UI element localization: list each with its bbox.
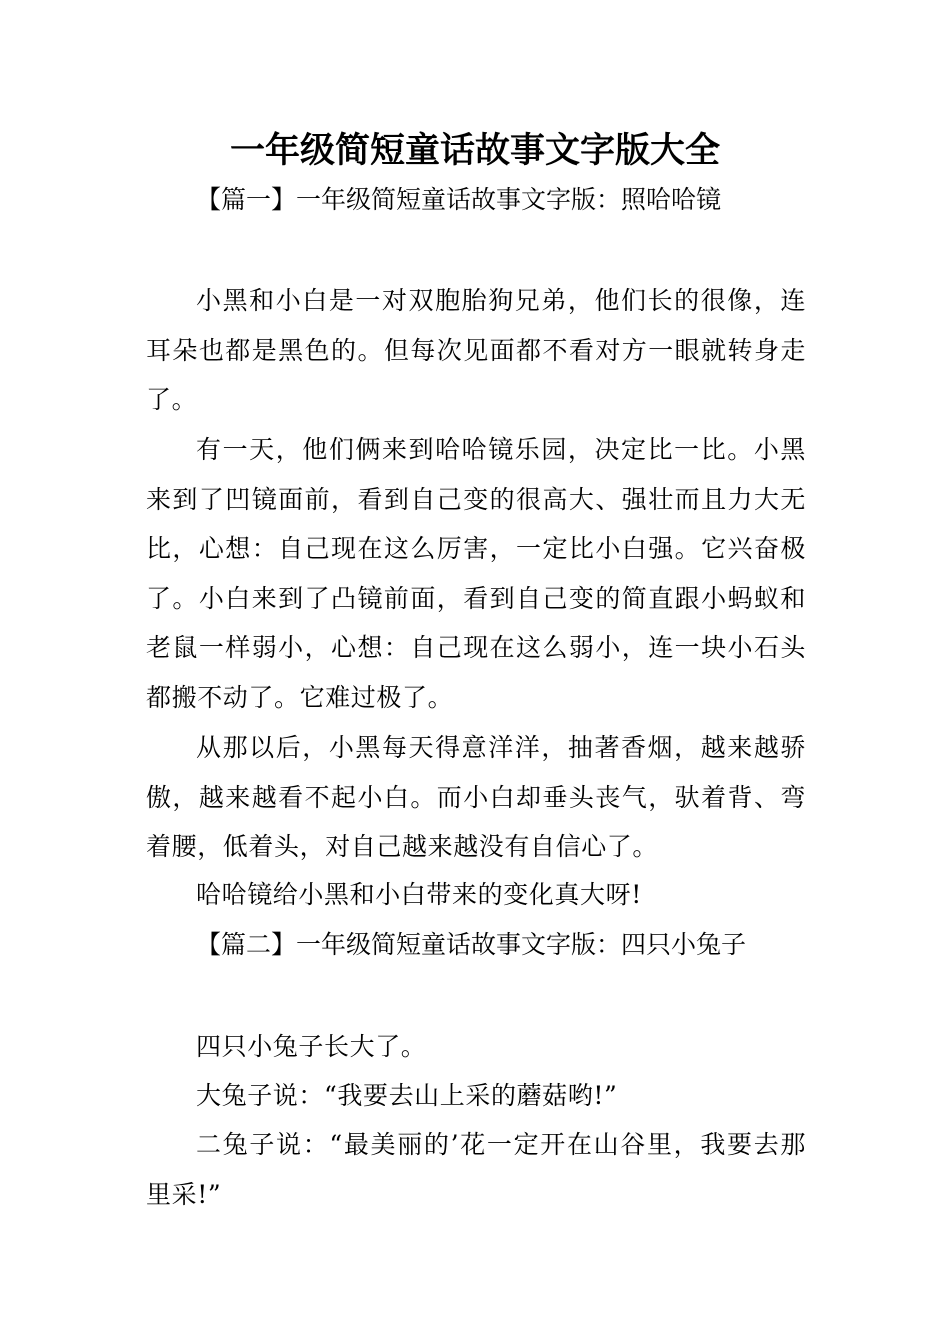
section-heading-1: 【篇一】一年级简短童话故事文字版：照哈哈镜: [196, 185, 722, 214]
paragraph: 大兔子说：“我要去山上采的蘑菇哟!”: [196, 1081, 618, 1110]
section-heading-2: 【篇二】一年级简短童话故事文字版：四只小兔子: [196, 930, 747, 959]
paragraph: 四只小兔子长大了。: [196, 1032, 427, 1061]
paragraph: 哈哈镜给小黑和小白带来的变化真大呀!: [196, 880, 642, 909]
paragraph: 二兔子说：“最美丽的’花一定开在山谷里，我要去那里采!”: [146, 1130, 806, 1209]
paragraph: 从那以后，小黑每天得意洋洋，抽著香烟，越来越骄傲，越来越看不起小白。而小白却垂头丧气，驮着背、弯着腰，低着头，对自己越来越没有自信心了。: [146, 733, 806, 861]
paragraph: 有一天，他们俩来到哈哈镜乐园，决定比一比。小黑来到了凹镜面前，看到自己变的很高大、强壮而且力大无比，心想：自己现在这么厉害，一定比小白强。它兴奋极了。小白来到了凸镜前面，看到自己变的简直跟小蚂蚁和老鼠一样弱小，心想：自己现在这么弱小，连一块小石头都搬不动了。它难过极了。: [146, 435, 806, 712]
document-title: 一年级简短童话故事文字版大全: [229, 131, 720, 171]
paragraph: 小黑和小白是一对双胞胎狗兄弟，他们长的很像，连耳朵也都是黑色的。但每次见面都不看对方一眼就转身走了。: [146, 286, 806, 414]
